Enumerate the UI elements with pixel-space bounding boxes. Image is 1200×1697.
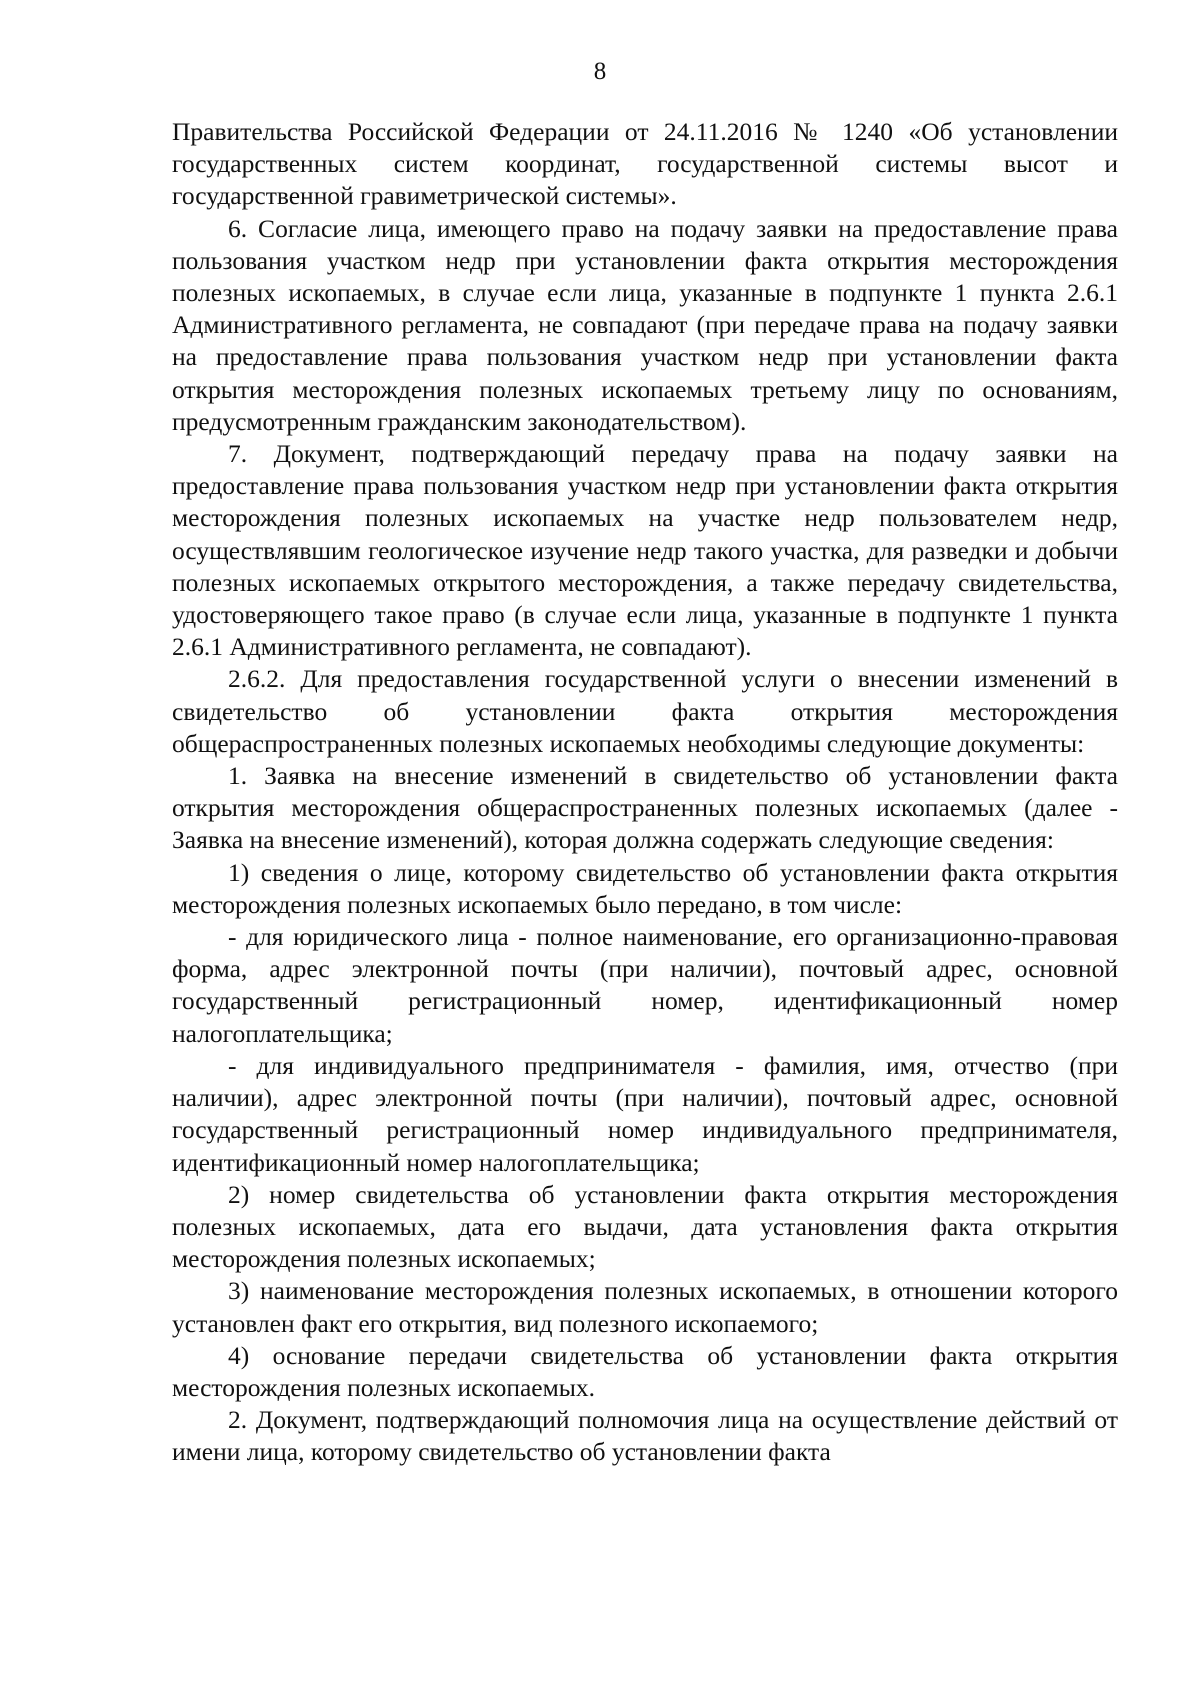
paragraph-subitem-3: 3) наименование месторождения полезных ископаемых, в отношении которого установлен факт его открытия, вид полезного ископаемого; xyxy=(172,1276,1118,1338)
paragraph-subitem-2: 2) номер свидетельства об установлении факта открытия месторождения полезных ископаемых, дата его выдачи, дата установления факта открытия месторождения полезных ископаемых; xyxy=(172,1179,1118,1274)
paragraph-item-2-document: 2. Документ, подтверждающий полномочия лица на осуществление действий от имени лица, которому свидетельство об установлении факта xyxy=(172,1405,1118,1467)
paragraph-legal-entity: - для юридического лица - полное наименование, его организационно-правовая форма, адрес электронной почты (при наличии), почтовый адрес, основной государственный регистрационный номер, идентификационный номер налогоплательщика; xyxy=(172,922,1118,1048)
page-number: 8 xyxy=(593,58,607,85)
paragraph-subitem-1: 1) сведения о лице, которому свидетельство об установлении факта открытия месторождения полезных ископаемых было передано, в том числе: xyxy=(172,857,1118,919)
paragraph-entrepreneur: - для индивидуального предпринимателя - фамилия, имя, отчество (при наличии), адрес электронной почты (при наличии), почтовый адрес, основной государственный регистрационный номер индивидуального предпринимателя, идентификационный номер налогоплательщика; xyxy=(172,1050,1118,1177)
paragraph-item-7: 7. Документ, подтверждающий передачу права на подачу заявки на предоставление права пользования участком недр при установлении факта открытия месторождения полезных ископаемых на участке недр пользователем недр, осуществлявшим геологическое изучение недр такого участка, для разведки и добычи полезных ископаемых открытого месторождения, а также передачу свидетельства, удостоверяющего такое право (в случае если лица, указанные в подпункте 1 пункта 2.6.1 Административного регламента, не совпадают). xyxy=(172,439,1118,662)
paragraph-continuation: Правительства Российской Федерации от 24.11.2016 № 1240 «Об установлении государственных систем координат, государственной системы высот и государственной гравиметрической системы». xyxy=(172,117,1118,211)
paragraph-subitem-4: 4) основание передачи свидетельства об установлении факта открытия месторождения полезных ископаемых. xyxy=(172,1340,1118,1402)
paragraph-section-2-6-2: 2.6.2. Для предоставления государственной услуги о внесении изменений в свидетельство об установлении факта открытия месторождения общераспространенных полезных ископаемых необходимы следующие документы: xyxy=(172,664,1118,758)
paragraph-item-1-application: 1. Заявка на внесение изменений в свидетельство об установлении факта открытия месторождения общераспространенных полезных ископаемых (далее - Заявка на внесение изменений), которая должна содержать следующие сведения: xyxy=(172,761,1118,855)
document-body xyxy=(172,116,1118,1469)
paragraph-item-6: 6. Согласие лица, имеющего право на подачу заявки на предоставление права пользования участком недр при установлении факта открытия месторождения полезных ископаемых, в случае если лица, указанные в подпункте 1 пункта 2.6.1 Административного регламента, не совпадают (при передаче права на подачу заявки на предоставление права пользования участком недр при установлении факта открытия месторождения полезных ископаемых третьему лицу по основаниям, предусмотренным гражданским законодательством). xyxy=(172,213,1118,436)
